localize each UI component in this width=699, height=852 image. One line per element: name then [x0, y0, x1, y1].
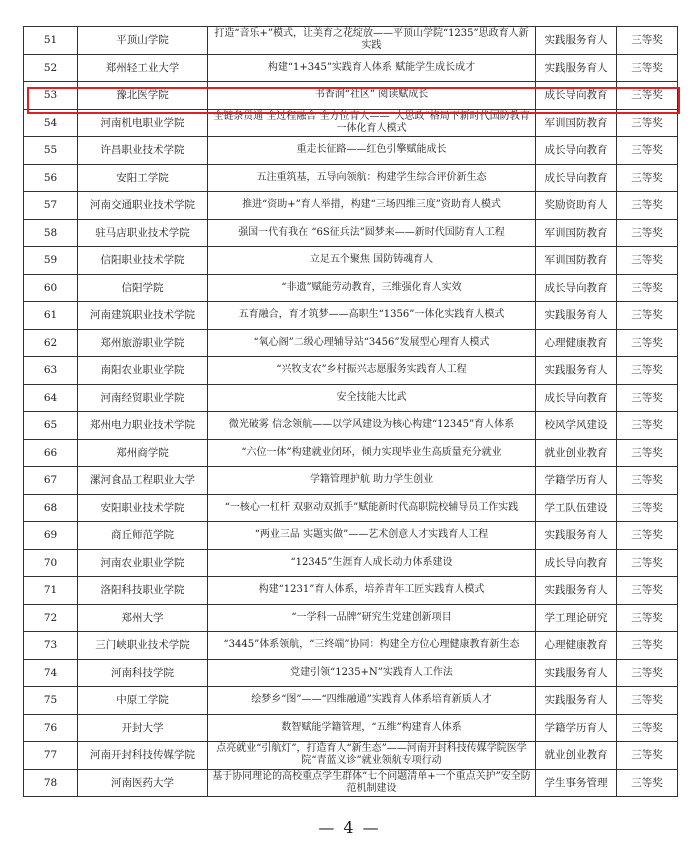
category: 就业创业教育 [536, 742, 617, 770]
row-number: 78 [24, 769, 78, 797]
category: 奖励资助育人 [536, 192, 617, 220]
project-title: 五育融合，育才筑梦——高职生“1356”一体化实践育人模式 [208, 302, 536, 330]
award-level: 三等奖 [617, 219, 678, 247]
school-name: 开封大学 [78, 714, 208, 742]
table-row [24, 54, 678, 82]
row-number: 63 [24, 357, 78, 385]
row-number: 70 [24, 549, 78, 577]
row-number: 73 [24, 632, 78, 660]
project-title: “一核心一杠杆 双驱动双抓手”赋能新时代高职院校辅导员工作实践 [208, 494, 536, 522]
school-name: 漯河食品工程职业大学 [78, 467, 208, 495]
row-number: 77 [24, 742, 78, 770]
row-number: 59 [24, 247, 78, 275]
award-level: 三等奖 [617, 494, 678, 522]
project-title: 构建“1231”育人体系，培养青年工匠实践育人模式 [208, 577, 536, 605]
project-title: “非遗”赋能劳动教育，三维强化育人实效 [208, 274, 536, 302]
award-level: 三等奖 [617, 302, 678, 330]
table-row [24, 82, 678, 110]
row-number: 56 [24, 164, 78, 192]
row-number: 75 [24, 687, 78, 715]
award-level: 三等奖 [617, 769, 678, 797]
award-table-body [24, 27, 678, 797]
project-title: 构建“1+345”实践育人体系 赋能学生成长成才 [208, 54, 536, 82]
school-name: 河南医药大学 [78, 769, 208, 797]
row-number: 72 [24, 604, 78, 632]
category: 军训国防教育 [536, 219, 617, 247]
row-number: 53 [24, 82, 78, 110]
table-row [24, 522, 678, 550]
table-row [24, 632, 678, 660]
award-level: 三等奖 [617, 164, 678, 192]
award-level: 三等奖 [617, 54, 678, 82]
school-name: 信阳学院 [78, 274, 208, 302]
row-number: 69 [24, 522, 78, 550]
row-number: 64 [24, 384, 78, 412]
award-level: 三等奖 [617, 549, 678, 577]
school-name: 许昌职业技术学院 [78, 137, 208, 165]
school-name: 河南开封科技传媒学院 [78, 742, 208, 770]
school-name: 驻马店职业技术学院 [78, 219, 208, 247]
school-name: 郑州大学 [78, 604, 208, 632]
table-row [24, 494, 678, 522]
category: 实践服务育人 [536, 522, 617, 550]
row-number: 67 [24, 467, 78, 495]
award-level: 三等奖 [617, 632, 678, 660]
table-row [24, 467, 678, 495]
school-name: 安阳职业技术学院 [78, 494, 208, 522]
project-title: 党建引领“1235+N”实践育人工作法 [208, 659, 536, 687]
row-number: 71 [24, 577, 78, 605]
category: 成长导向教育 [536, 384, 617, 412]
project-title: “兴牧支农”乡村振兴志愿服务实践育人工程 [208, 357, 536, 385]
school-name: 南阳农业职业学院 [78, 357, 208, 385]
row-number: 61 [24, 302, 78, 330]
category: 军训国防教育 [536, 247, 617, 275]
table-row [24, 164, 678, 192]
project-title: 立足五个聚焦 国防铸魂育人 [208, 247, 536, 275]
page-number: — 4 — [318, 818, 381, 837]
school-name: 三门峡职业技术学院 [78, 632, 208, 660]
award-level: 三等奖 [617, 27, 678, 55]
table-row [24, 742, 678, 770]
table-row [24, 549, 678, 577]
category: 心理健康教育 [536, 329, 617, 357]
award-level: 三等奖 [617, 192, 678, 220]
category: 学籍学历育人 [536, 714, 617, 742]
project-title: 打造“音乐+”模式，让美育之花绽放——平顶山学院“1235”思政育人新实践 [208, 27, 536, 55]
category: 实践服务育人 [536, 687, 617, 715]
award-level: 三等奖 [617, 109, 678, 137]
row-number: 55 [24, 137, 78, 165]
award-level: 三等奖 [617, 659, 678, 687]
table-row [24, 137, 678, 165]
school-name: 商丘师范学院 [78, 522, 208, 550]
row-number: 65 [24, 412, 78, 440]
award-level: 三等奖 [617, 82, 678, 110]
project-title: “3445”体系领航，“三终端”协同：构建全方位心理健康教育新生态 [208, 632, 536, 660]
school-name: 中原工学院 [78, 687, 208, 715]
school-name: 河南交通职业技术学院 [78, 192, 208, 220]
project-title: 点亮就业“引航灯”，打造育人“新生态”——河南开封科技传媒学院医学院“青蓝义诊”就业领航专项行动 [208, 742, 536, 770]
category: 成长导向教育 [536, 82, 617, 110]
category: 实践服务育人 [536, 357, 617, 385]
award-level: 三等奖 [617, 467, 678, 495]
project-title: “一学科一品牌”研究生党建创新项目 [208, 604, 536, 632]
category: 成长导向教育 [536, 549, 617, 577]
category: 成长导向教育 [536, 164, 617, 192]
category: 学工理论研究 [536, 604, 617, 632]
award-level: 三等奖 [617, 384, 678, 412]
award-level: 三等奖 [617, 439, 678, 467]
row-number: 51 [24, 27, 78, 55]
school-name: 河南建筑职业技术学院 [78, 302, 208, 330]
row-number: 68 [24, 494, 78, 522]
project-title: 绘梦乡“图”——“四维融通”实践育人体系培育新质人才 [208, 687, 536, 715]
row-number: 57 [24, 192, 78, 220]
school-name: 安阳工学院 [78, 164, 208, 192]
table-row [24, 274, 678, 302]
school-name: 豫北医学院 [78, 82, 208, 110]
table-row [24, 412, 678, 440]
school-name: 郑州电力职业技术学院 [78, 412, 208, 440]
category: 校风学风建设 [536, 412, 617, 440]
school-name: 郑州轻工业大学 [78, 54, 208, 82]
project-title: “12345”生涯育人成长动力体系建设 [208, 549, 536, 577]
category: 实践服务育人 [536, 27, 617, 55]
school-name: 河南机电职业学院 [78, 109, 208, 137]
project-title: 数智赋能学籍管理，“五维”构建育人体系 [208, 714, 536, 742]
project-title: 安全技能大比武 [208, 384, 536, 412]
table-row [24, 329, 678, 357]
row-number: 62 [24, 329, 78, 357]
award-level: 三等奖 [617, 412, 678, 440]
table-row [24, 357, 678, 385]
table-row [24, 27, 678, 55]
project-title: 推进“资助+”育人举措，构建“三场四维三度”资助育人模式 [208, 192, 536, 220]
row-number: 76 [24, 714, 78, 742]
project-title: 基于协同理论的高校重点学生群体“七个问题清单+一个重点关护”安全防范机制建设 [208, 769, 536, 797]
row-number: 54 [24, 109, 78, 137]
category: 就业创业教育 [536, 439, 617, 467]
category: 心理健康教育 [536, 632, 617, 660]
award-level: 三等奖 [617, 137, 678, 165]
row-number: 66 [24, 439, 78, 467]
category: 实践服务育人 [536, 577, 617, 605]
school-name: 河南经贸职业学院 [78, 384, 208, 412]
award-level: 三等奖 [617, 742, 678, 770]
project-title: 学籍管理护航 助力学生创业 [208, 467, 536, 495]
table-row [24, 577, 678, 605]
category: 学生事务管理 [536, 769, 617, 797]
project-title: 重走长征路——红色引擎赋能成长 [208, 137, 536, 165]
table-row [24, 714, 678, 742]
award-level: 三等奖 [617, 357, 678, 385]
school-name: 河南科技学院 [78, 659, 208, 687]
award-level: 三等奖 [617, 577, 678, 605]
award-level: 三等奖 [617, 274, 678, 302]
project-title: 全链条贯通 全过程融合 全方位育人——“大思政”格局下新时代国防教育一体化育人模式 [208, 109, 536, 137]
project-title: “六位一体”构建就业闭环，倾力实现毕业生高质量充分就业 [208, 439, 536, 467]
school-name: 河南农业职业学院 [78, 549, 208, 577]
project-title: “两业三品 实题实做”——艺术创意人才实践育人工程 [208, 522, 536, 550]
project-title: “氧心阁”二级心理辅导站“3456”发展型心理育人模式 [208, 329, 536, 357]
category: 成长导向教育 [536, 137, 617, 165]
category: 学工队伍建设 [536, 494, 617, 522]
category: 实践服务育人 [536, 302, 617, 330]
row-number: 74 [24, 659, 78, 687]
school-name: 信阳职业技术学院 [78, 247, 208, 275]
school-name: 郑州商学院 [78, 439, 208, 467]
table-row [24, 604, 678, 632]
table-row [24, 109, 678, 137]
project-title: 强国一代有我在 “6S征兵法”圆梦来——新时代国防育人工程 [208, 219, 536, 247]
row-number: 58 [24, 219, 78, 247]
table-row [24, 302, 678, 330]
table-row [24, 219, 678, 247]
category: 成长导向教育 [536, 274, 617, 302]
project-title: 五注重筑基，五导向领航：构建学生综合评价新生态 [208, 164, 536, 192]
row-number: 60 [24, 274, 78, 302]
table-row [24, 439, 678, 467]
award-level: 三等奖 [617, 329, 678, 357]
award-level: 三等奖 [617, 604, 678, 632]
school-name: 平顶山学院 [78, 27, 208, 55]
project-title: 微光破雾 信念领航——以学风建设为核心构建“12345”育人体系 [208, 412, 536, 440]
table-row [24, 769, 678, 797]
school-name: 洛阳科技职业学院 [78, 577, 208, 605]
category: 军训国防教育 [536, 109, 617, 137]
row-number: 52 [24, 54, 78, 82]
school-name: 郑州旅游职业学院 [78, 329, 208, 357]
category: 实践服务育人 [536, 54, 617, 82]
table-row [24, 687, 678, 715]
table-row [24, 247, 678, 275]
category: 实践服务育人 [536, 659, 617, 687]
award-level: 三等奖 [617, 522, 678, 550]
project-title: 书香润“社区” 阅读赋成长 [208, 82, 536, 110]
category: 学籍学历育人 [536, 467, 617, 495]
table-row [24, 192, 678, 220]
award-level: 三等奖 [617, 247, 678, 275]
award-level: 三等奖 [617, 714, 678, 742]
table-row [24, 384, 678, 412]
table-row [24, 659, 678, 687]
award-table [23, 26, 678, 797]
award-level: 三等奖 [617, 687, 678, 715]
